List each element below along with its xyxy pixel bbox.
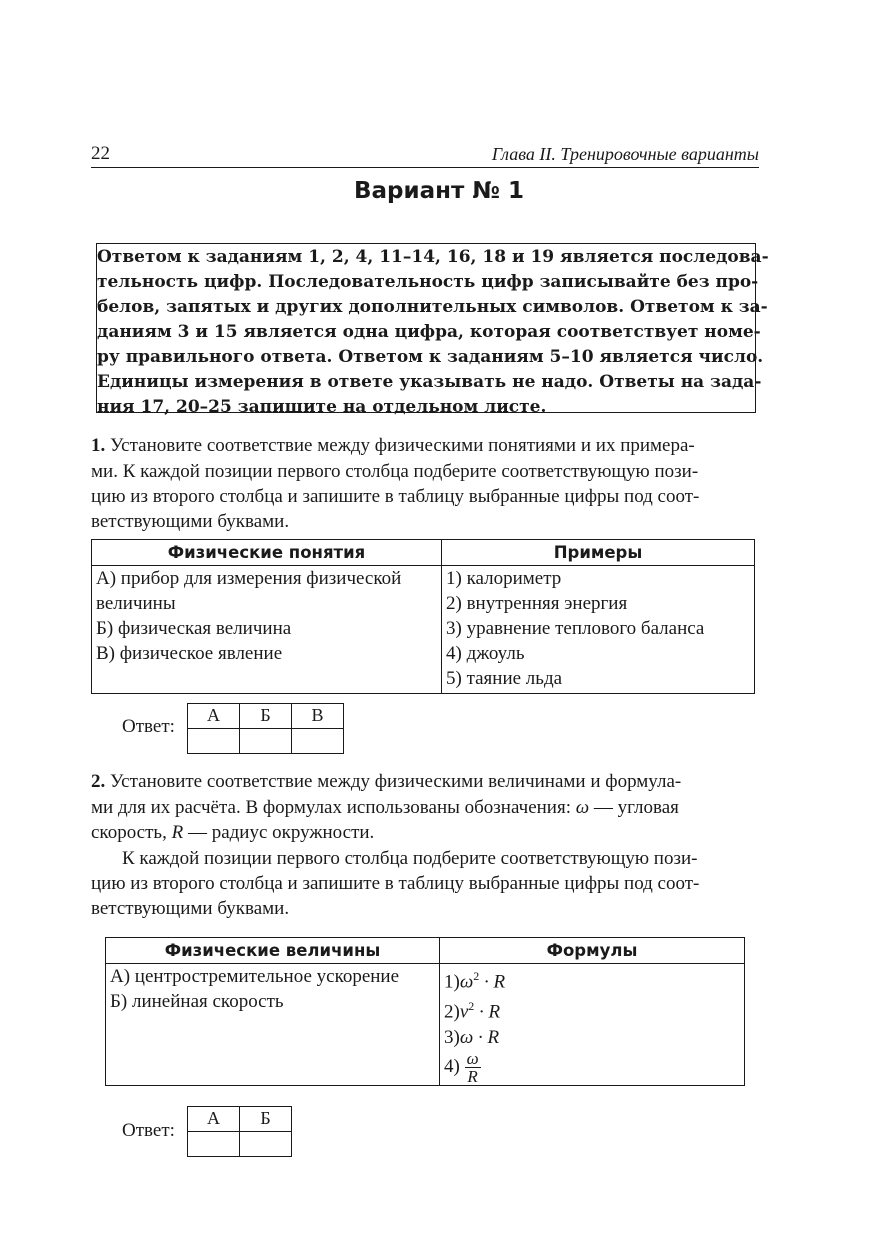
task2-text: — угловая [589, 797, 679, 818]
example-item: 4) джоуль [446, 643, 525, 664]
task1-line [91, 433, 695, 458]
instruction-line: белов, запятых и других дополнительных символов. Ответом к за- [97, 297, 768, 317]
instruction-line: Ответом к заданиям 1, 2, 4, 11–14, 16, 18 и 19 является последова- [97, 247, 769, 267]
answer-letter: Б [240, 1107, 292, 1132]
answer-cell[interactable] [240, 729, 292, 754]
task2-line [91, 769, 681, 794]
formula-item: 3)ω · R [444, 1026, 500, 1048]
answer-cell[interactable] [240, 1132, 292, 1157]
answer-letter: А [188, 704, 240, 729]
task1-line: цию из второго столбца и запишите в таблицу выбранные цифры под соот- [91, 486, 700, 507]
formula-item: $1)\omega^2 \cdot R$ [444, 969, 506, 993]
formula-item: $2)v^2 \cdot R$ [444, 999, 501, 1023]
instruction-line: даниям 3 и 15 является одна цифра, которая соответствует номе- [97, 322, 761, 342]
answer-cell[interactable] [188, 729, 240, 754]
task2-line: ветствующими буквами. [91, 898, 290, 919]
instruction-line: ния 17, 20–25 запишите на отдельном листе. [97, 397, 547, 417]
task2-answer-table [187, 1106, 292, 1157]
example-item: 5) таяние льда [446, 668, 563, 689]
task2-number: 2. [91, 771, 106, 792]
answer-letter: В [292, 704, 344, 729]
quantities-cell [106, 964, 440, 1086]
concept-item: А) прибор для измерения физической [96, 568, 402, 589]
instruction-line: Единицы измерения в ответе указывать не надо. Ответы на зада- [97, 372, 762, 392]
task2-text: Установите соответствие между физическими величинами и формула- [110, 771, 682, 792]
instructions-box [96, 243, 769, 417]
task2-text: ми для их расчёта. В формулах использованы обозначения: [91, 797, 576, 818]
answer-letter: А [188, 1107, 240, 1132]
example-item: 1) калориметр [446, 568, 562, 589]
task2-text: скорость, [91, 822, 172, 843]
table-header: Формулы [440, 938, 745, 964]
chapter-title: Глава II. Тренировочные варианты [491, 144, 759, 164]
task2-line [91, 795, 679, 820]
table-header: Примеры [442, 540, 755, 566]
task1-matching-table [91, 539, 755, 694]
answer-letter: Б [240, 704, 292, 729]
quantity-item: А) центростремительное ускорение [110, 966, 400, 987]
task2-line [91, 820, 374, 845]
task1-line: ми. К каждой позиции первого столбца подберите соответствующую пози- [91, 461, 699, 482]
concept-item: В) физическое явление [96, 643, 283, 664]
task2-text: — радиус окружности. [183, 822, 375, 843]
instruction-line: ру правильного ответа. Ответом к заданиям 5–10 является число. [97, 347, 764, 367]
example-item: 2) внутренняя энергия [446, 593, 628, 614]
examples-cell [442, 566, 755, 694]
page-header [91, 143, 759, 168]
concept-item: величины [96, 593, 176, 614]
table-header: Физические величины [106, 938, 440, 964]
page-number: 22 [91, 143, 110, 164]
concept-item: Б) физическая величина [96, 618, 292, 639]
quantity-item: Б) линейная скорость [110, 991, 284, 1012]
formulas-cell [440, 964, 745, 1086]
task2-matching-table [105, 937, 745, 1086]
omega-symbol: ω [575, 797, 590, 818]
concepts-cell [92, 566, 442, 694]
answer-cell[interactable] [292, 729, 344, 754]
radius-symbol: R [171, 822, 184, 843]
table-header: Физические понятия [92, 540, 442, 566]
answer-label: Ответ: [122, 1120, 175, 1141]
task2-line: цию из второго столбца и запишите в таблицу выбранные цифры под соот- [91, 873, 700, 894]
task1-answer-table [187, 703, 344, 754]
task1-line: ветствующими буквами. [91, 511, 290, 532]
formula-item: 4) $\frac{\omega}{R}$ [444, 1048, 479, 1086]
answer-label: Ответ: [122, 716, 175, 737]
task1-number: 1. [91, 435, 106, 456]
fraction: $\frac{\omega}{R}$ [466, 1048, 479, 1086]
task2-line: К каждой позиции первого столбца подберите соответствующую пози- [122, 848, 698, 869]
task1-text: Установите соответствие между физическими понятиями и их примера- [110, 435, 695, 456]
instruction-line: тельность цифр. Последовательность цифр записывайте без про- [97, 272, 759, 292]
answer-cell[interactable] [188, 1132, 240, 1157]
example-item: 3) уравнение теплового баланса [446, 618, 705, 639]
variant-title: Вариант № 1 [353, 178, 525, 204]
